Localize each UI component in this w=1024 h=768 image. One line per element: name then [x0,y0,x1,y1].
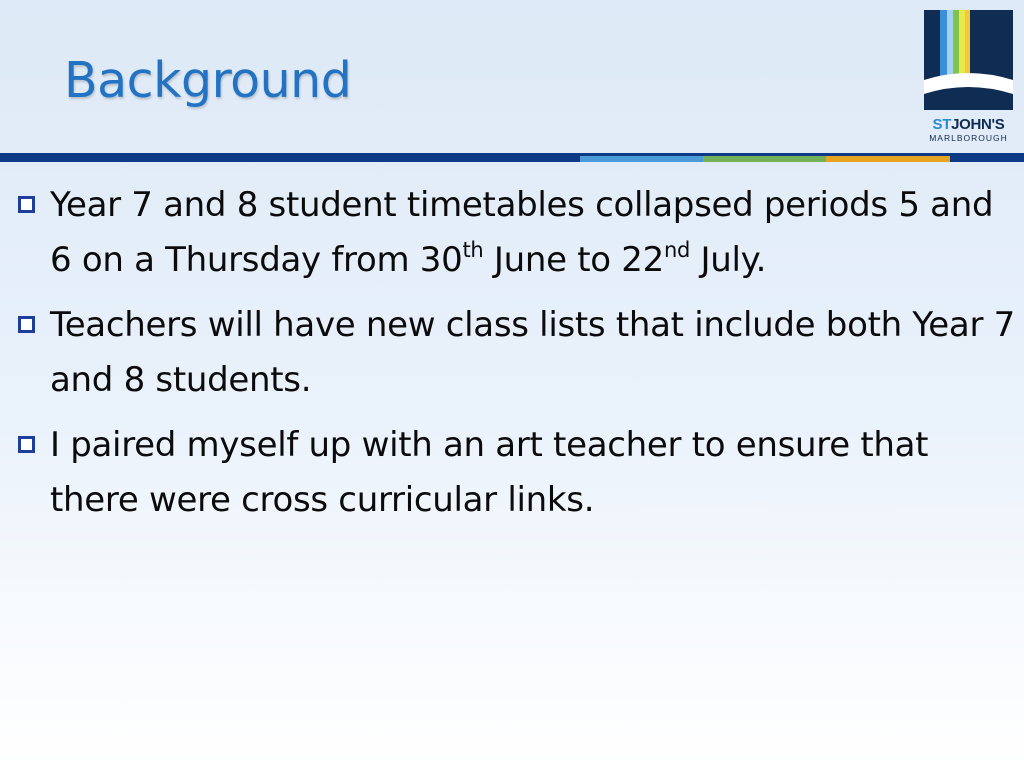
header-divider [0,153,1024,162]
logo-wordmark: STJOHN'S [932,116,1005,133]
bullet-list [14,178,1019,538]
square-bullet-icon [18,196,35,213]
logo-emblem [924,10,1013,110]
bullet-item: Year 7 and 8 student timetables collapsed periods 5 and 6 on a Thursday from 30th June to 22nd July. [14,178,1019,288]
slide-title: Background [64,52,352,109]
square-bullet-icon [18,436,35,453]
square-bullet-icon [18,316,35,333]
bullet-item: I paired myself up with an art teacher to ensure that there were cross curricular links. [14,418,1019,528]
bullet-item: Teachers will have new class lists that include both Year 7 and 8 students. [14,298,1019,408]
school-logo [924,10,1013,143]
logo-subtitle: MARLBOROUGH [929,133,1008,143]
